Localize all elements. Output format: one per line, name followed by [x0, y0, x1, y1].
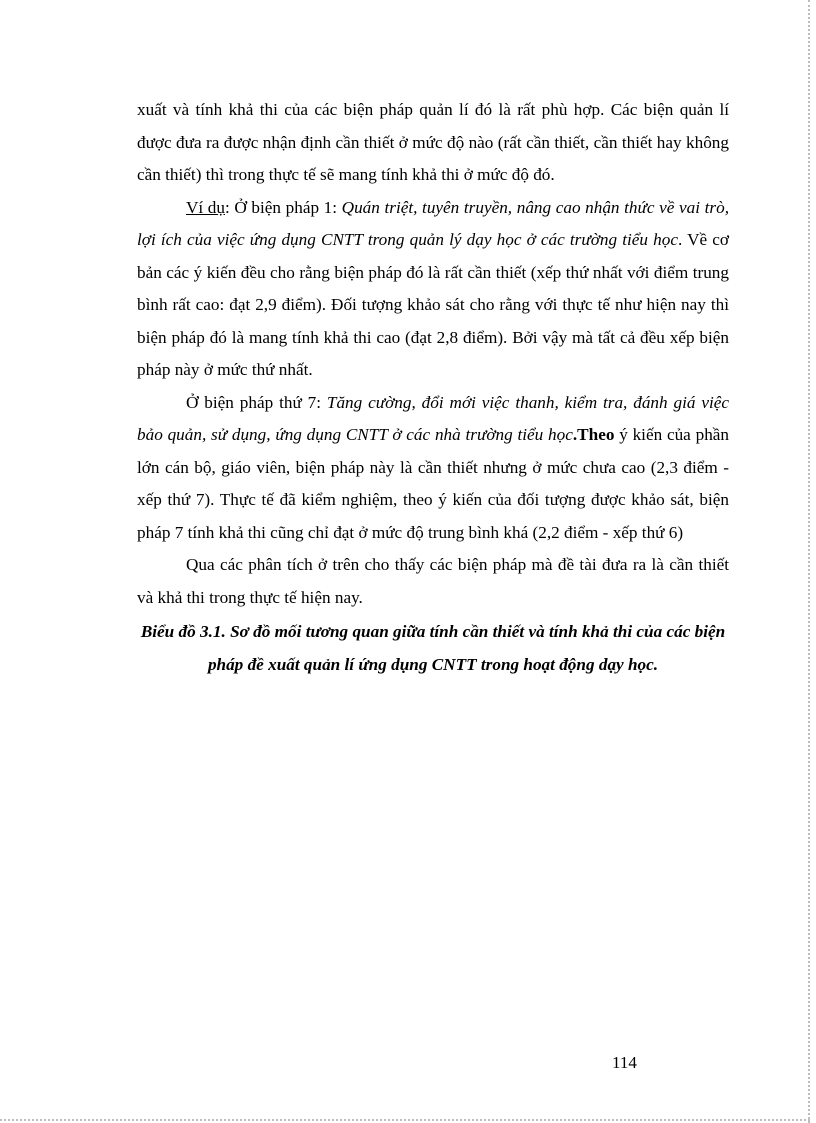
- measure-7-lead: Ở biện pháp thứ 7:: [186, 392, 327, 412]
- paragraph-2: [137, 192, 729, 387]
- page-number: 114: [612, 1053, 637, 1072]
- measure-7-title: Tăng cường, đổi mới việc thanh, kiểm tra, đánh giá việc bảo quản, sử dụng, ứng dụng CNTT ở các nhà trường tiểu học: [137, 392, 730, 444]
- paragraph-2-rest: . Về cơ bản các ý kiến đều cho rằng biện pháp đó là rất cần thiết (xếp thứ nhất với điểm trung bình rất cao: đạt 2,9 điểm). Đối tượng khảo sát cho rằng với thực tế như hiện nay thì biện pháp đó là mang tính khả thi cao (đạt 2,8 điểm). Bởi vậy mà tất cả đều xếp biện pháp này ở mức thứ nhất.: [137, 230, 729, 379]
- chart-caption: Biểu đồ 3.1. Sơ đồ mối tương quan giữa tính cần thiết và tính khả thi của các biện pháp đề xuất quản lí ứng dụng CNTT trong hoạt động dạy học.: [140, 622, 726, 674]
- measure-1-title: Quán triệt, tuyên truyền, nâng cao nhận thức về vai trò, lợi ích của việc ứng dụng CNTT trong quản lý dạy học ở các trường tiểu học: [137, 197, 729, 249]
- paragraph-3: [137, 387, 729, 550]
- measure-7-bold: .Theo: [572, 425, 615, 444]
- example-label: Ví dụ: [186, 197, 225, 217]
- page-border-bottom: [0, 1119, 810, 1121]
- paragraph-1: xuất và tính khả thi của các biện pháp quản lí đó là rất phù hợp. Các biện quản lí được đưa ra được nhận định cần thiết ở mức độ nào (rất cần thiết, cần thiết hay không cần thiết) thì trong thực tế sẽ mang tính khả thi ở mức độ đó.: [137, 100, 729, 184]
- paragraph-3-rest: ý kiến của phần lớn cán bộ, giáo viên, biện pháp này là cần thiết nhưng ở mức chưa cao (2,3 điểm - xếp thứ 7). Thực tế đã kiểm nghiệm, theo ý kiến của đối tượng được khảo sát, biện pháp 7 tính khả thi cũng chỉ đạt ở mức độ trung bình khá (2,2 điểm - xếp thứ 6): [137, 425, 730, 542]
- example-lead: : Ở biện pháp 1:: [225, 197, 342, 217]
- page-border-right: [808, 0, 810, 1123]
- paragraph-4: Qua các phân tích ở trên cho thấy các biện pháp mà đề tài đưa ra là cần thiết và khả thi trong thực tế hiện nay.: [137, 555, 729, 607]
- document-body: [137, 94, 729, 681]
